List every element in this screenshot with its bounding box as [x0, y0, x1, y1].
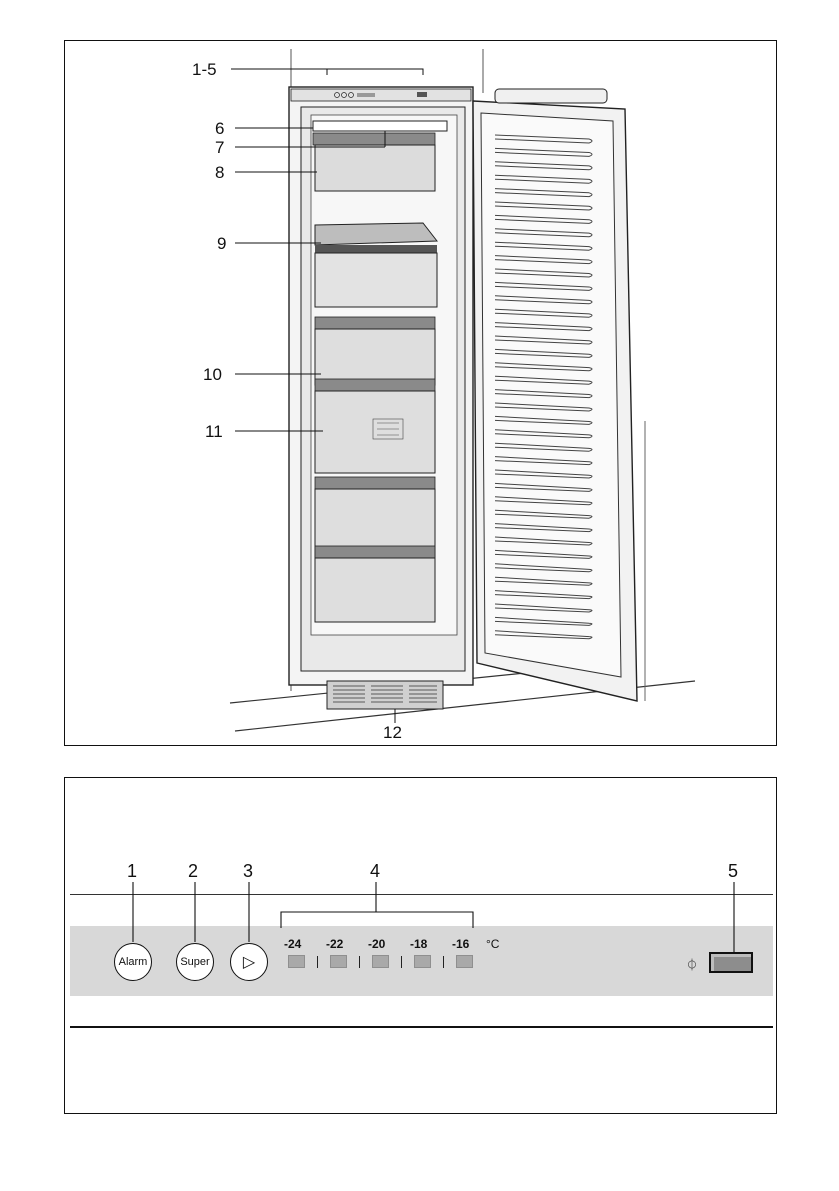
freezer-illustration	[65, 41, 775, 744]
temp-label-minus-16: -16	[452, 937, 470, 951]
temp-label-minus-22: -22	[326, 937, 344, 951]
callout-number-1: 1	[127, 861, 138, 881]
appliance-overview-figure	[64, 40, 777, 746]
callout-7: 7	[215, 138, 225, 157]
callout-6: 6	[215, 119, 225, 138]
temp-indicator-minus-24	[288, 955, 305, 968]
unit-label: °C	[486, 937, 500, 951]
control-panel-figure	[64, 777, 777, 1114]
callout-number-4: 4	[370, 861, 381, 881]
callout-number-5: 5	[728, 861, 739, 881]
temp-label-minus-24: -24	[284, 937, 302, 951]
indicator-separator	[401, 956, 402, 968]
callout-9: 9	[217, 234, 227, 253]
callout-12: 12	[383, 723, 402, 742]
temp-label-minus-18: -18	[410, 937, 428, 951]
power-switch[interactable]	[709, 952, 753, 973]
callout-8: 8	[215, 163, 225, 182]
indicator-separator	[443, 956, 444, 968]
temp-indicator-minus-18	[414, 955, 431, 968]
callout-10: 10	[203, 365, 222, 384]
callout-1-5: 1-5	[192, 60, 217, 79]
callout-number-2: 2	[188, 861, 199, 881]
callout-11: 11	[205, 422, 223, 441]
indicator-separator	[359, 956, 360, 968]
control-panel-leaders	[65, 778, 775, 1028]
temp-indicator-minus-22	[330, 955, 347, 968]
panel-bottom-rule	[70, 1026, 773, 1028]
callout-number-3: 3	[243, 861, 254, 881]
indicator-separator	[317, 956, 318, 968]
next-arrow-button[interactable]: ▷	[230, 943, 268, 981]
temp-indicator-minus-20	[372, 955, 389, 968]
alarm-button[interactable]: Alarm	[114, 943, 152, 981]
super-button[interactable]: Super	[176, 943, 214, 981]
temp-indicator-minus-16	[456, 955, 473, 968]
power-symbol-icon: ⏀	[686, 958, 699, 972]
temp-label-minus-20: -20	[368, 937, 386, 951]
